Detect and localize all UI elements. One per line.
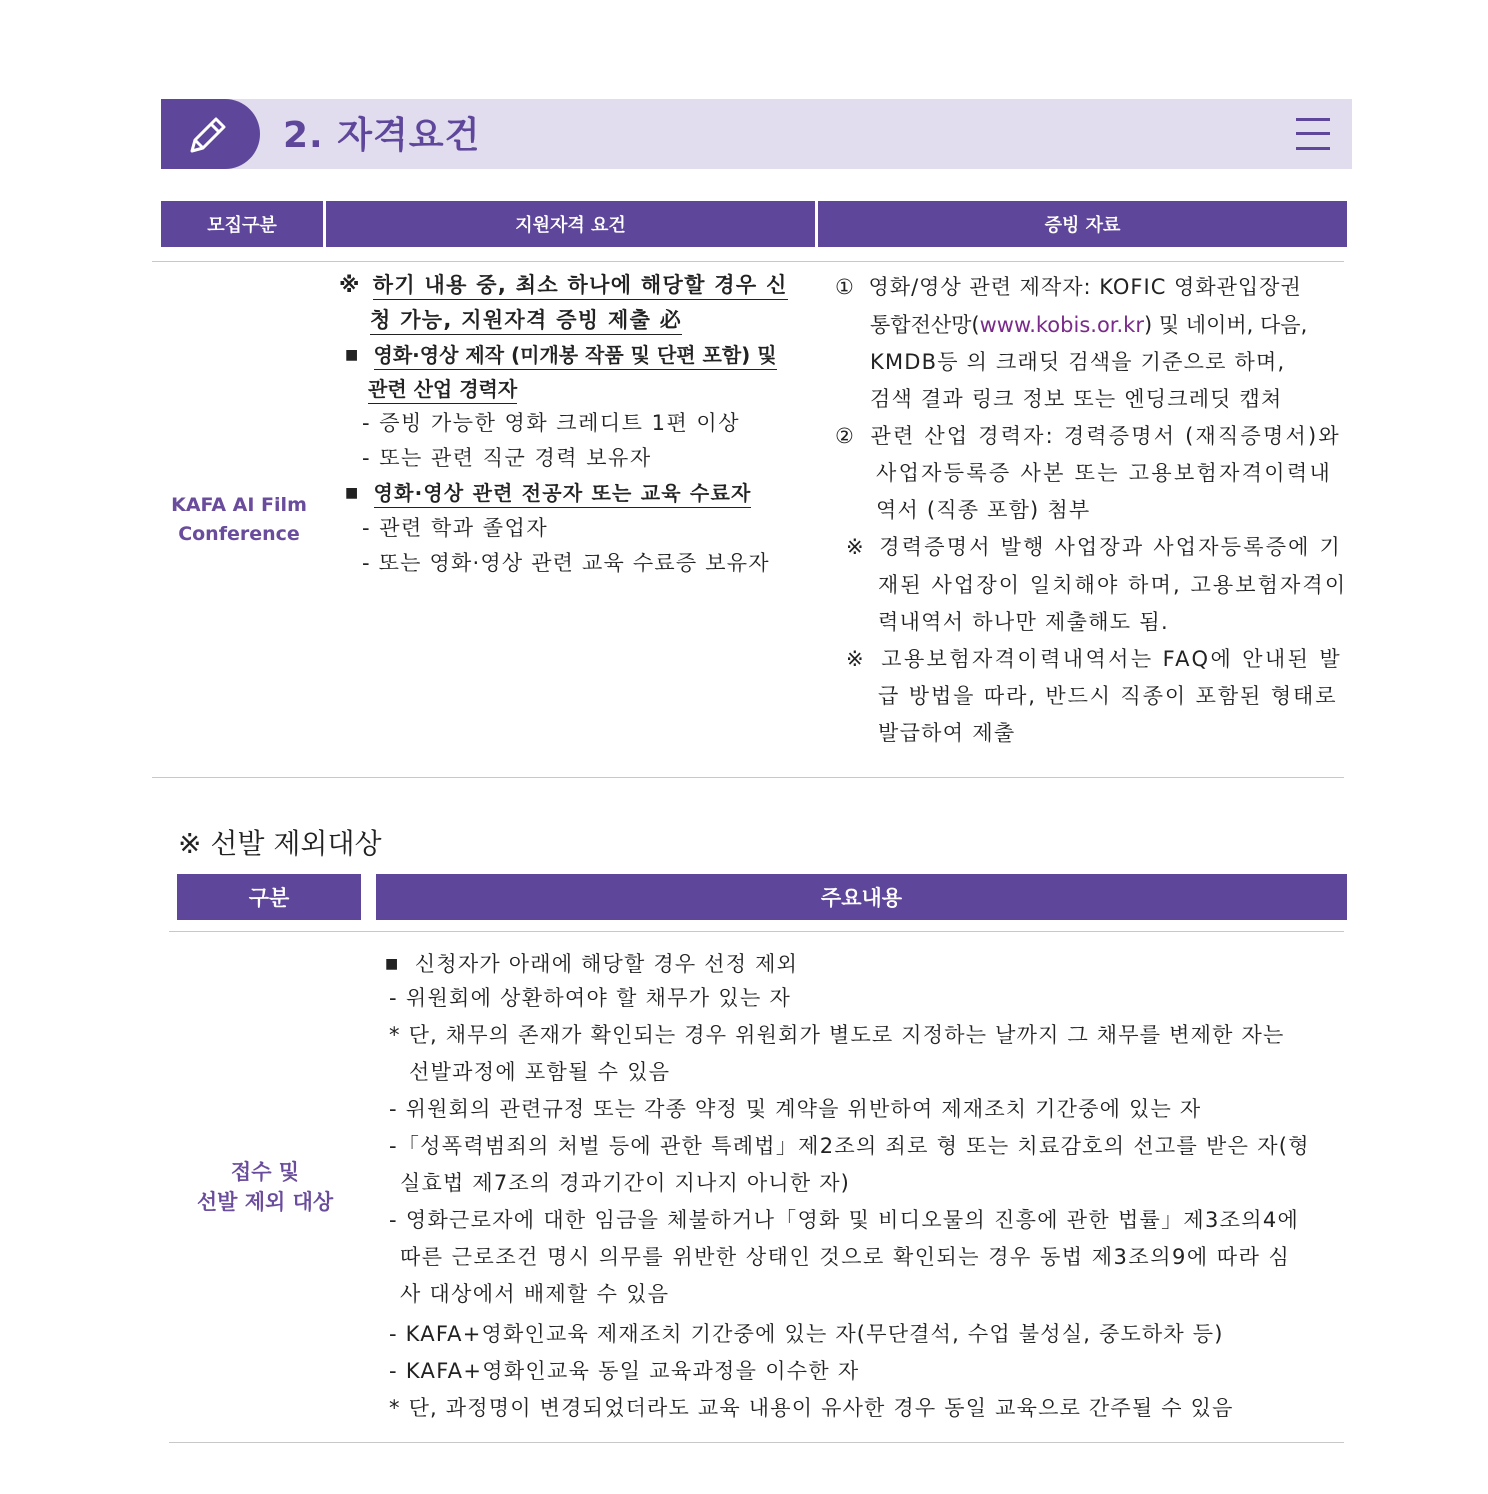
category-line: 접수 및 xyxy=(230,1160,300,1184)
category-line: 선발 제외 대상 xyxy=(196,1190,334,1214)
col-header-evidence: 증빙 자료 xyxy=(818,201,1347,247)
evidence-line: 역서 (직종 포함) 첨부 xyxy=(876,498,1091,522)
section-title: 2. 자격요건 xyxy=(283,115,481,156)
evidence-line: 재된 사업장이 일치해야 하며, 고용보험자격이 xyxy=(878,573,1348,597)
note-mark: ※ xyxy=(846,535,864,559)
req-note-text: 하기 내용 중, 최소 하나에 해당할 경우 신 xyxy=(373,273,788,300)
evidence-note-2 xyxy=(846,645,1342,673)
evidence-text: ) 및 네이버, 다음, xyxy=(1143,313,1308,337)
evidence-text: 고용보험자격이력내역서는 FAQ에 안내된 발 xyxy=(881,647,1343,671)
square-bullet-icon: ■ xyxy=(385,956,399,972)
req-item-2 xyxy=(345,479,751,507)
req-sub-item: - 증빙 가능한 영화 크레디트 1편 이상 xyxy=(362,411,740,435)
evidence-line xyxy=(870,311,1307,339)
table-divider xyxy=(152,777,1344,778)
req-note-cont xyxy=(370,306,682,334)
exclusion-line: -「성폭력범죄의 처벌 등에 관한 특례법」제2조의 죄로 형 또는 치료감호의 선고를 받은 자(형 xyxy=(389,1134,1310,1158)
circled-two-icon: ② xyxy=(835,424,854,448)
evidence-text: 관련 산업 경력자: 경력증명서 (재직증명서)와 xyxy=(870,424,1341,448)
exclusion-line: - KAFA+영화인교육 동일 교육과정을 이수한 자 xyxy=(389,1359,860,1383)
req-note xyxy=(339,271,788,299)
exclusion-line: 실효법 제7조의 경과기간이 지나지 아니한 자) xyxy=(400,1171,851,1195)
exclusion-line: - 영화근로자에 대한 임금을 체불하거나「영화 및 비디오물의 진흥에 관한 법률」제3조의4에 xyxy=(389,1208,1300,1232)
req-item-text: 관련 산업 경력자 xyxy=(368,377,517,404)
col-header-content: 주요내용 xyxy=(376,874,1347,920)
req-sub-item: - 또는 관련 직군 경력 보유자 xyxy=(362,446,652,470)
req-note-text: 청 가능, 지원자격 증빙 제출 必 xyxy=(370,308,682,335)
kobis-link[interactable]: www.kobis.or.kr xyxy=(979,313,1144,337)
exclusion-line: - 위원회에 상환하여야 할 채무가 있는 자 xyxy=(389,986,792,1010)
evidence-line: 급 방법을 따라, 반드시 직종이 포함된 형태로 xyxy=(878,684,1338,708)
evidence-text: 경력증명서 발행 사업장과 사업자등록증에 기 xyxy=(879,535,1343,559)
table-divider xyxy=(169,931,1344,932)
col-header-requirements: 지원자격 요건 xyxy=(326,201,815,247)
exclusion-category xyxy=(170,1157,360,1217)
req-item-text: 영화·영상 제작 (미개봉 작품 및 단편 포함) 및 xyxy=(374,343,777,370)
exclusion-line: * 단, 과정명이 변경되었더라도 교육 내용이 유사한 경우 동일 교육으로 간주될 수 있음 xyxy=(389,1396,1234,1420)
menu-icon[interactable] xyxy=(1296,116,1332,152)
evidence-line: 발급하여 제출 xyxy=(878,721,1016,745)
req-sub-item: - 관련 학과 졸업자 xyxy=(362,516,549,540)
col-header-category: 구분 xyxy=(177,874,361,920)
section-icon-tab xyxy=(161,99,260,169)
square-bullet-icon: ■ xyxy=(345,485,359,501)
evidence-note-1 xyxy=(846,533,1342,561)
col-header-category: 모집구분 xyxy=(161,201,323,247)
exclusion-line: - 위원회의 관련규정 또는 각종 약정 및 계약을 위반하여 제재조치 기간중에 있는 자 xyxy=(389,1097,1202,1121)
req-sub-item: - 또는 영화·영상 관련 교육 수료증 보유자 xyxy=(362,551,770,575)
evidence-line: KMDB등 의 크래딧 검색을 기준으로 하며, xyxy=(870,350,1286,374)
exclusion-text: 신청자가 아래에 해당할 경우 선정 제외 xyxy=(414,952,799,976)
exclusion-line: 선발과정에 포함될 수 있음 xyxy=(409,1060,671,1084)
evidence-line: 검색 결과 링크 정보 또는 엔딩크레딧 캡쳐 xyxy=(870,387,1283,411)
req-item-1-cont xyxy=(368,375,517,403)
category-label xyxy=(161,491,317,549)
exclusion-title: ※ 선발 제외대상 xyxy=(178,827,382,860)
exclusion-line: 사 대상에서 배제할 수 있음 xyxy=(400,1282,670,1306)
exclusion-line: * 단, 채무의 존재가 확인되는 경우 위원회가 별도로 지정하는 날까지 그 채무를 변제한 자는 xyxy=(389,1023,1285,1047)
evidence-text: 통합전산망( xyxy=(870,313,980,337)
evidence-line: 력내역서 하나만 제출해도 됨. xyxy=(878,610,1169,634)
table-divider xyxy=(169,1442,1344,1443)
evidence-line: 사업자등록증 사본 또는 고용보험자격이력내 xyxy=(876,461,1333,485)
req-item-text: 영화·영상 관련 전공자 또는 교육 수료자 xyxy=(374,481,752,508)
evidence-text: 영화/영상 관련 제작자: KOFIC 영화관입장권 xyxy=(868,275,1302,299)
category-line: Conference xyxy=(178,523,300,545)
pencil-icon xyxy=(186,113,230,155)
circled-one-icon: ① xyxy=(835,275,854,299)
category-line: KAFA AI Film xyxy=(171,494,307,516)
table-divider xyxy=(152,261,1344,262)
exclusion-line: - KAFA+영화인교육 제재조치 기간중에 있는 자(무단결석, 수업 불성실, 중도하차 등) xyxy=(389,1322,1224,1346)
note-mark: ※ xyxy=(339,273,360,297)
square-bullet-icon: ■ xyxy=(345,347,359,363)
evidence-item-1 xyxy=(835,273,1302,301)
exclusion-line: 따른 근로조건 명시 의무를 위반한 상태인 것으로 확인되는 경우 동법 제3조의9에 따라 심 xyxy=(400,1245,1291,1269)
evidence-item-2 xyxy=(835,422,1341,450)
note-mark: ※ xyxy=(846,647,864,671)
req-item-1 xyxy=(345,341,777,369)
exclusion-line xyxy=(385,950,798,978)
